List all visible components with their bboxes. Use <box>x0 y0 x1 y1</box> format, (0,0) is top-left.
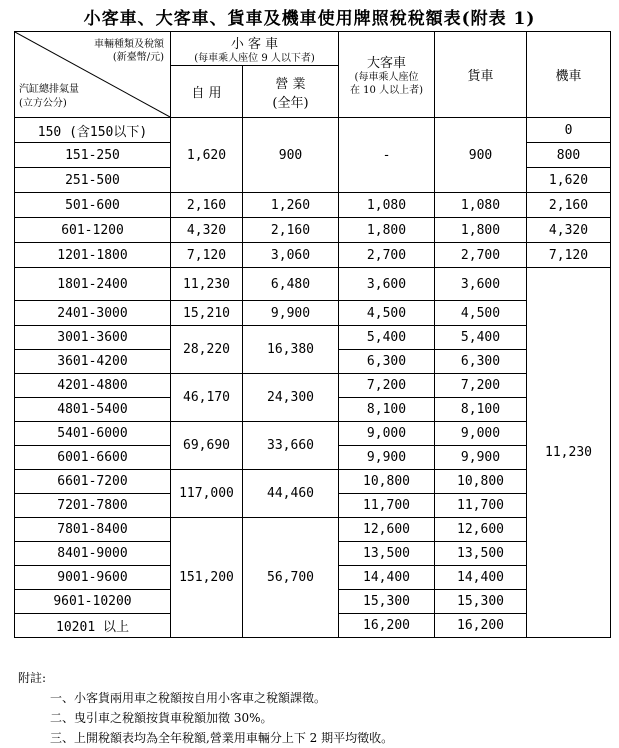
cc-cell: 1201-1800 <box>15 243 171 268</box>
bus-cell: 3,600 <box>339 268 435 301</box>
truck-header: 貨車 <box>435 32 527 118</box>
moto-cell: 2,160 <box>527 193 611 218</box>
business-cell: 2,160 <box>243 218 339 243</box>
bus-cell: 14,400 <box>339 566 435 590</box>
moto-cell: 0 <box>527 118 611 143</box>
cc-cell: 601-1200 <box>15 218 171 243</box>
truck-cell: 2,700 <box>435 243 527 268</box>
diag-top-label-2: (新臺幣/元) <box>112 52 164 63</box>
bus-cell: 11,700 <box>339 494 435 518</box>
table-row <box>15 518 611 542</box>
private-cell: 11,230 <box>171 268 243 301</box>
business-cell: 3,060 <box>243 243 339 268</box>
business-label: 營 業 <box>275 76 306 92</box>
note-item: 三、上開稅額表均為全年稅額,營業用車輛分上下 2 期平均徵收。 <box>50 731 394 745</box>
truck-cell: 9,900 <box>435 446 527 470</box>
business-cell: 44,460 <box>243 470 339 518</box>
private-cell: 7,120 <box>171 243 243 268</box>
diag-top-label-1: 車輛種類及稅額 <box>94 39 164 50</box>
truck-cell: 13,500 <box>435 542 527 566</box>
business-cell: 1,260 <box>243 193 339 218</box>
private-cell: 4,320 <box>171 218 243 243</box>
truck-cell: 8,100 <box>435 398 527 422</box>
notes <box>18 668 393 748</box>
cc-cell: 5401-6000 <box>15 422 171 446</box>
bus-note-2: 在 10 人以上者) <box>350 85 423 96</box>
motorcycle-header: 機車 <box>527 32 611 118</box>
private-cell: 117,000 <box>171 470 243 518</box>
table-row <box>15 301 611 326</box>
moto-cell: 7,120 <box>527 243 611 268</box>
cc-cell: 2401-3000 <box>15 301 171 326</box>
cc-cell: 501-600 <box>15 193 171 218</box>
bus-cell: 7,200 <box>339 374 435 398</box>
page-title: 小客車、大客車、貨車及機車使用牌照稅稅額表(附表 1) <box>83 9 536 29</box>
note-item: 一、小客貨兩用車之稅額按自用小客車之稅額課徵。 <box>50 691 327 705</box>
cc-cell: 6001-6600 <box>15 446 171 470</box>
diagonal-header-cell <box>15 32 171 118</box>
bus-cell: 9,000 <box>339 422 435 446</box>
truck-cell: 12,600 <box>435 518 527 542</box>
truck-cell: 10,800 <box>435 470 527 494</box>
business-period: (全年) <box>272 95 309 111</box>
business-cell: 24,300 <box>243 374 339 422</box>
private-cell: 15,210 <box>171 301 243 326</box>
cc-cell: 6601-7200 <box>15 470 171 494</box>
truck-cell: 16,200 <box>435 614 527 638</box>
business-cell: 6,480 <box>243 268 339 301</box>
cc-cell: 1801-2400 <box>15 268 171 301</box>
private-cell: 2,160 <box>171 193 243 218</box>
table-row <box>15 118 611 143</box>
table-row <box>15 470 611 494</box>
business-cell: 33,660 <box>243 422 339 470</box>
diag-bottom-label-1: 汽缸總排氣量 <box>19 84 79 95</box>
cc-cell: 10201 以上 <box>15 614 171 638</box>
cc-cell: 3601-4200 <box>15 350 171 374</box>
private-cell: 151,200 <box>171 518 243 638</box>
cc-cell: 9601-10200 <box>15 590 171 614</box>
private-header: 自 用 <box>171 66 243 118</box>
truck-cell: 9,000 <box>435 422 527 446</box>
truck-cell: 5,400 <box>435 326 527 350</box>
bus-cell: 13,500 <box>339 542 435 566</box>
bus-note-1: (每車乘人座位 <box>354 72 419 83</box>
moto-cell: 800 <box>527 143 611 168</box>
table-row <box>15 193 611 218</box>
business-cell: 900 <box>243 118 339 193</box>
truck-cell: 1,800 <box>435 218 527 243</box>
bus-cell: 4,500 <box>339 301 435 326</box>
table-row <box>15 374 611 398</box>
truck-cell: 900 <box>435 118 527 193</box>
bus-cell: 5,400 <box>339 326 435 350</box>
private-cell: 69,690 <box>171 422 243 470</box>
cc-cell: 3001-3600 <box>15 326 171 350</box>
bus-cell: 15,300 <box>339 590 435 614</box>
table-row <box>15 326 611 350</box>
note-item: 二、曳引車之稅額按貨車稅額加徵 30%。 <box>50 711 273 725</box>
truck-cell: 6,300 <box>435 350 527 374</box>
cc-cell: 150 (含150以下) <box>15 118 171 143</box>
business-cell: 9,900 <box>243 301 339 326</box>
business-cell: 56,700 <box>243 518 339 638</box>
truck-cell: 4,500 <box>435 301 527 326</box>
truck-cell: 11,700 <box>435 494 527 518</box>
business-cell: 16,380 <box>243 326 339 374</box>
table-row <box>15 218 611 243</box>
notes-heading: 附註: <box>18 671 47 685</box>
bus-cell: 12,600 <box>339 518 435 542</box>
bus-cell: 1,080 <box>339 193 435 218</box>
small-car-label: 小 客 車 <box>230 36 279 52</box>
cc-cell: 7801-8400 <box>15 518 171 542</box>
bus-cell: 2,700 <box>339 243 435 268</box>
business-header <box>243 66 339 118</box>
bus-label: 大客車 <box>366 56 406 71</box>
truck-cell: 3,600 <box>435 268 527 301</box>
moto-cell: 11,230 <box>527 268 611 638</box>
small-car-header <box>171 32 339 66</box>
table-row <box>15 243 611 268</box>
bus-cell: 10,800 <box>339 470 435 494</box>
diag-bottom-label-2: (立方公分) <box>19 98 67 109</box>
table-row <box>15 268 611 301</box>
moto-cell: 1,620 <box>527 168 611 193</box>
private-cell: 46,170 <box>171 374 243 422</box>
bus-cell: 6,300 <box>339 350 435 374</box>
bus-cell: 16,200 <box>339 614 435 638</box>
moto-cell: 4,320 <box>527 218 611 243</box>
truck-cell: 7,200 <box>435 374 527 398</box>
private-cell: 1,620 <box>171 118 243 193</box>
cc-cell: 251-500 <box>15 168 171 193</box>
private-cell: 28,220 <box>171 326 243 374</box>
cc-cell: 8401-9000 <box>15 542 171 566</box>
cc-cell: 4801-5400 <box>15 398 171 422</box>
cc-cell: 151-250 <box>15 143 171 168</box>
cc-cell: 7201-7800 <box>15 494 171 518</box>
bus-cell: 1,800 <box>339 218 435 243</box>
bus-cell: 8,100 <box>339 398 435 422</box>
truck-cell: 14,400 <box>435 566 527 590</box>
table-row <box>15 422 611 446</box>
cc-cell: 9001-9600 <box>15 566 171 590</box>
tax-table <box>14 31 611 638</box>
truck-cell: 1,080 <box>435 193 527 218</box>
bus-cell: 9,900 <box>339 446 435 470</box>
bus-cell: - <box>339 118 435 193</box>
truck-cell: 15,300 <box>435 590 527 614</box>
cc-cell: 4201-4800 <box>15 374 171 398</box>
bus-header <box>339 32 435 118</box>
small-car-note: (每車乘人座位 9 人以下者) <box>194 52 315 64</box>
